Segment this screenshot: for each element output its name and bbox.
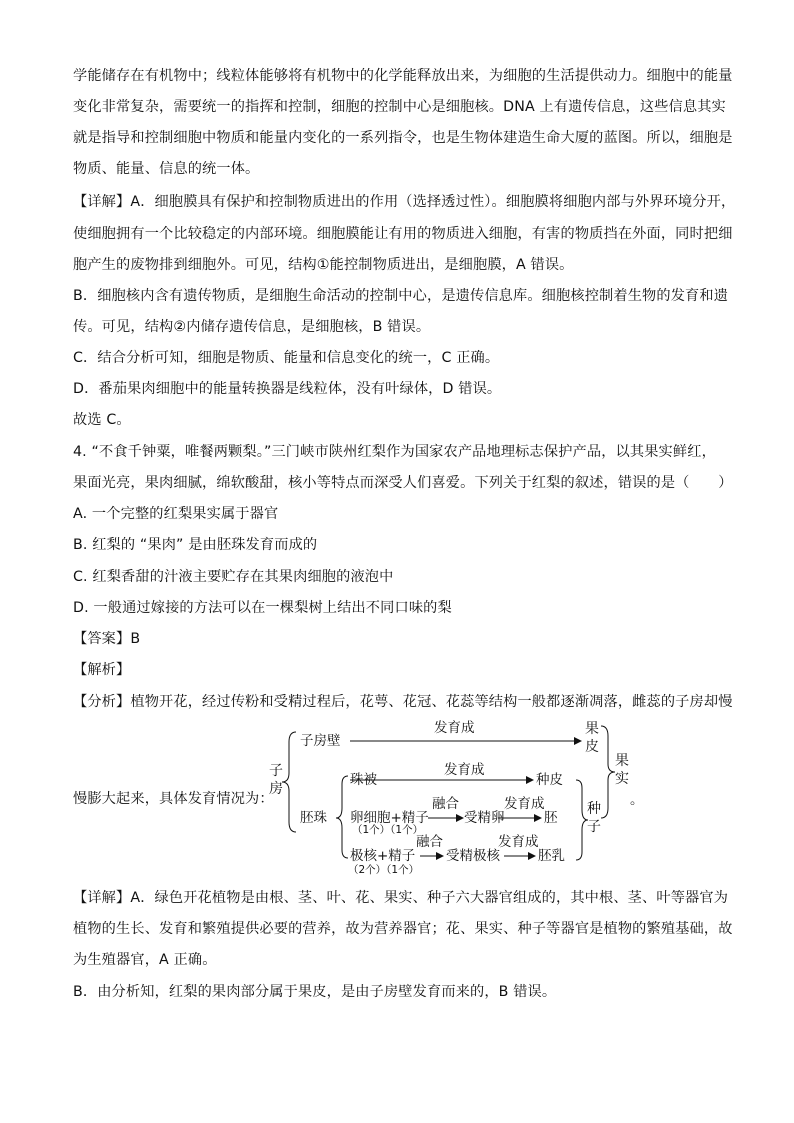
polar-sperm-label: 极核+精子 [350, 848, 416, 864]
ovary-label: 子房 [269, 763, 283, 797]
embryo-label: 胚 [544, 810, 558, 826]
seed-label: 种子 [587, 801, 601, 835]
analysis-label: 【解析】 [73, 662, 131, 678]
answer-label: 【答案】B [73, 631, 141, 647]
text-line: 变化非常复杂，需要统一的指挥和控制，细胞的控制中心是细胞核。DNA 上有遗传信息，这些信息其实 [73, 99, 726, 115]
text-line: 传。可见，结构②内储存遗传信息，是细胞核，B 错误。 [73, 319, 431, 335]
period-mark: 。 [630, 792, 644, 808]
egg-count-label: （1个）（1个） [352, 824, 424, 836]
fertilized-polar-label: 受精极核 [446, 848, 500, 864]
text-line: 就是指导和控制细胞中物质和能量内变化的一系列指令，也是生物体建造生命大厦的蓝图。所以，细胞是 [73, 130, 733, 146]
text-line: C．结合分析可知，细胞是物质、能量和信息变化的统一，C 正确。 [73, 350, 500, 366]
text-line: 故选 C。 [73, 412, 131, 428]
option-b: B. 红梨的 “果肉” 是由胚珠发育而成的 [73, 537, 318, 553]
ovary-wall-label: 子房壁 [300, 733, 341, 749]
text-line: B．由分析知，红梨的果肉部分属于果皮，是由子房壁发育而来的，B 错误。 [73, 984, 557, 1000]
develops-into-label: 发育成 [498, 834, 539, 850]
fuse-label: 融合 [416, 834, 443, 850]
text-line: 物质、能量、信息的统一体。 [73, 161, 260, 177]
text-line: B．细胞核内含有遗传物质，是细胞生命活动的控制中心，是遗传信息库。细胞核控制着生物的发育和遗 [73, 288, 729, 304]
develops-into-label: 发育成 [444, 762, 485, 778]
develops-into-label: 发育成 [434, 720, 475, 736]
text-line: 使细胞拥有一个比较稳定的内部环境。细胞膜能让有用的物质进入细胞，有害的物质挡在外面，同时把细 [73, 226, 733, 242]
text-line: 胞产生的废物排到细胞外。可见，结构①能控制物质进出，是细胞膜，A 错误。 [73, 257, 574, 273]
option-a: A. 一个完整的红梨果实属于器官 [73, 506, 279, 522]
text-line: 【详解】A．绿色开花植物是由根、茎、叶、花、果实、种子六大器官组成的，其中根、茎、叶等器官为 [73, 890, 729, 906]
develops-into-label: 发育成 [504, 796, 545, 812]
egg-sperm-label: 卵细胞+精子 [350, 810, 429, 826]
option-d: D. 一般通过嫁接的方法可以在一棵梨树上结出不同口味的梨 [73, 600, 452, 616]
question-line: 4. “不食千钟粟，唯餐两颗梨。”三门峡市陕州红梨作为国家农产品地理标志保护产品，以其果实鲜红， [73, 444, 716, 460]
ovary-development-diagram [258, 718, 648, 880]
question-line: 果面光亮，果肉细腻，绵软酸甜，核小等特点而深受人们喜爱。下列关于红梨的叙述，错误的是（ ） [73, 475, 733, 491]
option-c: C. 红梨香甜的汁液主要贮存在其果肉细胞的液泡中 [73, 569, 394, 585]
fuse-label: 融合 [432, 796, 459, 812]
text-line: 为生殖器官，A 正确。 [73, 952, 217, 968]
integument-label: 珠被 [350, 772, 377, 788]
text-line: 【分析】植物开花，经过传粉和受精过程后，花萼、花冠、花蕊等结构一般都逐渐凋落，雌蕊的子房却慢 [73, 694, 733, 710]
endosperm-label: 胚乳 [538, 848, 565, 864]
seed-coat-label: 种皮 [536, 772, 563, 788]
fruit-label: 果实 [615, 753, 629, 787]
text-line: 学能储存在有机物中；线粒体能够将有机物中的化学能释放出来，为细胞的生活提供动力。细胞中的能量 [73, 68, 733, 84]
text-line: D．番茄果肉细胞中的能量转换器是线粒体，没有叶绿体，D 错误。 [73, 381, 502, 397]
text-line: 慢膨大起来，具体发育情况为： [73, 791, 274, 807]
fertilized-egg-label: 受精卵 [464, 810, 505, 826]
polar-count-label: （2个）（1个） [348, 864, 420, 876]
text-line: 植物的生长、发育和繁殖提供必要的营养，故为营养器官；花、果实、种子等器官是植物的繁殖基础，故 [73, 921, 733, 937]
text-line: 【详解】A．细胞膜具有保护和控制物质进出的作用（选择透过性）。细胞膜将细胞内部与外界环境分开， [73, 194, 736, 210]
ovule-label: 胚珠 [300, 810, 327, 826]
pericarp-label: 果皮 [585, 721, 599, 755]
